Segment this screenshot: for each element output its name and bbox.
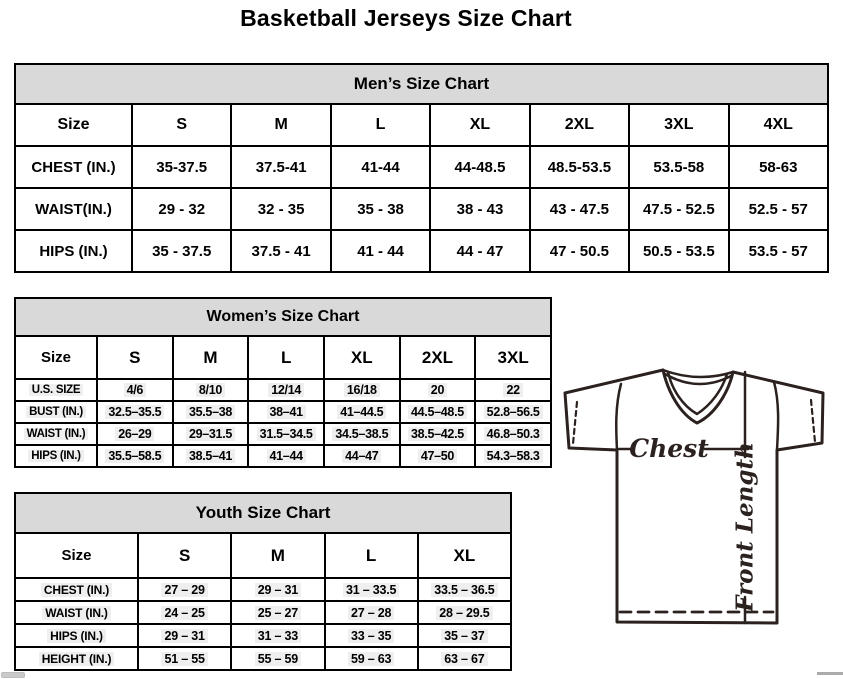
- row-label: BUST (IN.): [15, 401, 97, 423]
- row-label: U.S. SIZE: [15, 379, 97, 401]
- cell-value: 47.5 - 52.5: [629, 188, 728, 230]
- cell-value: 41–44.5: [324, 401, 400, 423]
- cell-value: 35.5–38: [173, 401, 249, 423]
- cell-value: 25 – 27: [231, 601, 324, 624]
- row-label: WAIST (IN.): [15, 423, 97, 445]
- women-column-header-size: Size: [15, 336, 97, 379]
- cell-value: 29 – 31: [138, 624, 231, 647]
- youth-table-caption: Youth Size Chart: [15, 493, 511, 533]
- men-header-row: [15, 104, 828, 146]
- cell-value: 38.5–42.5: [400, 423, 476, 445]
- cell-value: 31.5–34.5: [248, 423, 324, 445]
- cell-value: 31 – 33.5: [325, 578, 418, 601]
- cell-value: 35 – 37: [418, 624, 511, 647]
- men-column-header-s: S: [132, 104, 231, 146]
- cell-value: 27 – 28: [325, 601, 418, 624]
- youth-column-header-m: M: [231, 533, 324, 578]
- cell-value: 31 – 33: [231, 624, 324, 647]
- cell-value: 63 – 67: [418, 647, 511, 670]
- cell-value: 38.5–41: [173, 445, 249, 467]
- cell-value: 29–31.5: [173, 423, 249, 445]
- youth-column-header-size: Size: [15, 533, 138, 578]
- cell-value: 37.5 - 41: [231, 230, 330, 272]
- left-cuff-dashed-line: [573, 402, 577, 444]
- row-label: CHEST (IN.): [15, 578, 138, 601]
- women-column-header-3xl: 3XL: [475, 336, 551, 379]
- cell-value: 44.5–48.5: [400, 401, 476, 423]
- cell-value: 41 - 44: [331, 230, 430, 272]
- cell-value: 29 – 31: [231, 578, 324, 601]
- right-armhole-seam: [774, 382, 778, 450]
- cell-value: 35 - 38: [331, 188, 430, 230]
- cell-value: 26–29: [97, 423, 173, 445]
- row-label: HIPS (IN.): [15, 445, 97, 467]
- youth-column-header-s: S: [138, 533, 231, 578]
- cell-value: 44-48.5: [430, 146, 529, 188]
- women-table-caption: Women’s Size Chart: [15, 298, 551, 336]
- men-column-header-size: Size: [15, 104, 132, 146]
- cell-value: 35-37.5: [132, 146, 231, 188]
- page-title: Basketball Jerseys Size Chart: [240, 5, 572, 31]
- collar-back-arc: [663, 370, 733, 377]
- row-label: WAIST (IN.): [15, 601, 138, 624]
- men-column-header-2xl: 2XL: [530, 104, 629, 146]
- cell-value: 47–50: [400, 445, 476, 467]
- horizontal-scrollbar-thumb[interactable]: [1, 672, 25, 678]
- table-row: [15, 146, 828, 188]
- table-row: [15, 601, 511, 624]
- women-column-header-m: M: [173, 336, 249, 379]
- front-length-label: Front Length: [731, 442, 759, 612]
- cell-value: 53.5 - 57: [729, 230, 828, 272]
- men-column-header-m: M: [231, 104, 330, 146]
- cell-value: 12/14: [248, 379, 324, 401]
- cell-value: 48.5-53.5: [530, 146, 629, 188]
- cell-value: 29 - 32: [132, 188, 231, 230]
- cell-value: 59 – 63: [325, 647, 418, 670]
- chest-label: Chest: [629, 434, 709, 463]
- men-column-header-xl: XL: [430, 104, 529, 146]
- youth-column-header-xl: XL: [418, 533, 511, 578]
- right-cuff-dashed-line: [811, 400, 815, 442]
- cell-value: 32 - 35: [231, 188, 330, 230]
- scrollbar-fragment[interactable]: [817, 672, 843, 675]
- cell-value: 44 - 47: [430, 230, 529, 272]
- table-row: [15, 624, 511, 647]
- cell-value: 34.5–38.5: [324, 423, 400, 445]
- cell-value: 20: [400, 379, 476, 401]
- cell-value: 54.3–58.3: [475, 445, 551, 467]
- men-table-caption: Men’s Size Chart: [15, 64, 828, 104]
- cell-value: 35.5–58.5: [97, 445, 173, 467]
- vneck-inner: [668, 372, 727, 414]
- cell-value: 53.5-58: [629, 146, 728, 188]
- row-label: HEIGHT (IN.): [15, 647, 138, 670]
- table-row: [15, 401, 551, 423]
- cell-value: 37.5-41: [231, 146, 330, 188]
- cell-value: 27 – 29: [138, 578, 231, 601]
- cell-value: 22: [475, 379, 551, 401]
- cell-value: 8/10: [173, 379, 249, 401]
- cell-value: 38–41: [248, 401, 324, 423]
- women-column-header-l: L: [248, 336, 324, 379]
- table-row: [15, 647, 511, 670]
- cell-value: 52.5 - 57: [729, 188, 828, 230]
- cell-value: 46.8–50.3: [475, 423, 551, 445]
- cell-value: 55 – 59: [231, 647, 324, 670]
- cell-value: 47 - 50.5: [530, 230, 629, 272]
- table-row: [15, 379, 551, 401]
- youth-size-table: [14, 492, 512, 671]
- cell-value: 50.5 - 53.5: [629, 230, 728, 272]
- cell-value: 24 – 25: [138, 601, 231, 624]
- women-column-header-2xl: 2XL: [400, 336, 476, 379]
- cell-value: 52.8–56.5: [475, 401, 551, 423]
- men-column-header-3xl: 3XL: [629, 104, 728, 146]
- cell-value: 33.5 – 36.5: [418, 578, 511, 601]
- cell-value: 41-44: [331, 146, 430, 188]
- table-row: [15, 230, 828, 272]
- cell-value: 28 – 29.5: [418, 601, 511, 624]
- jersey-outline: [565, 370, 823, 623]
- cell-value: 32.5–35.5: [97, 401, 173, 423]
- cell-value: 58-63: [729, 146, 828, 188]
- table-row: [15, 445, 551, 467]
- row-label: CHEST (IN.): [15, 146, 132, 188]
- cell-value: 51 – 55: [138, 647, 231, 670]
- men-column-header-4xl: 4XL: [729, 104, 828, 146]
- womens-size-table: [14, 297, 552, 468]
- row-label: WAIST(IN.): [15, 188, 132, 230]
- row-label: HIPS (IN.): [15, 230, 132, 272]
- women-column-header-s: S: [97, 336, 173, 379]
- cell-value: 38 - 43: [430, 188, 529, 230]
- table-row: [15, 423, 551, 445]
- table-row: [15, 578, 511, 601]
- cell-value: 44–47: [324, 445, 400, 467]
- cell-value: 33 – 35: [325, 624, 418, 647]
- left-armhole-seam: [616, 384, 621, 450]
- cell-value: 4/6: [97, 379, 173, 401]
- jersey-diagram: [552, 358, 843, 630]
- cell-value: 43 - 47.5: [530, 188, 629, 230]
- men-column-header-l: L: [331, 104, 430, 146]
- cell-value: 35 - 37.5: [132, 230, 231, 272]
- youth-column-header-l: L: [325, 533, 418, 578]
- mens-size-table: [14, 63, 829, 273]
- women-header-row: [15, 336, 551, 379]
- table-row: [15, 188, 828, 230]
- row-label: HIPS (IN.): [15, 624, 138, 647]
- women-column-header-xl: XL: [324, 336, 400, 379]
- cell-value: 16/18: [324, 379, 400, 401]
- cell-value: 41–44: [248, 445, 324, 467]
- youth-header-row: [15, 533, 511, 578]
